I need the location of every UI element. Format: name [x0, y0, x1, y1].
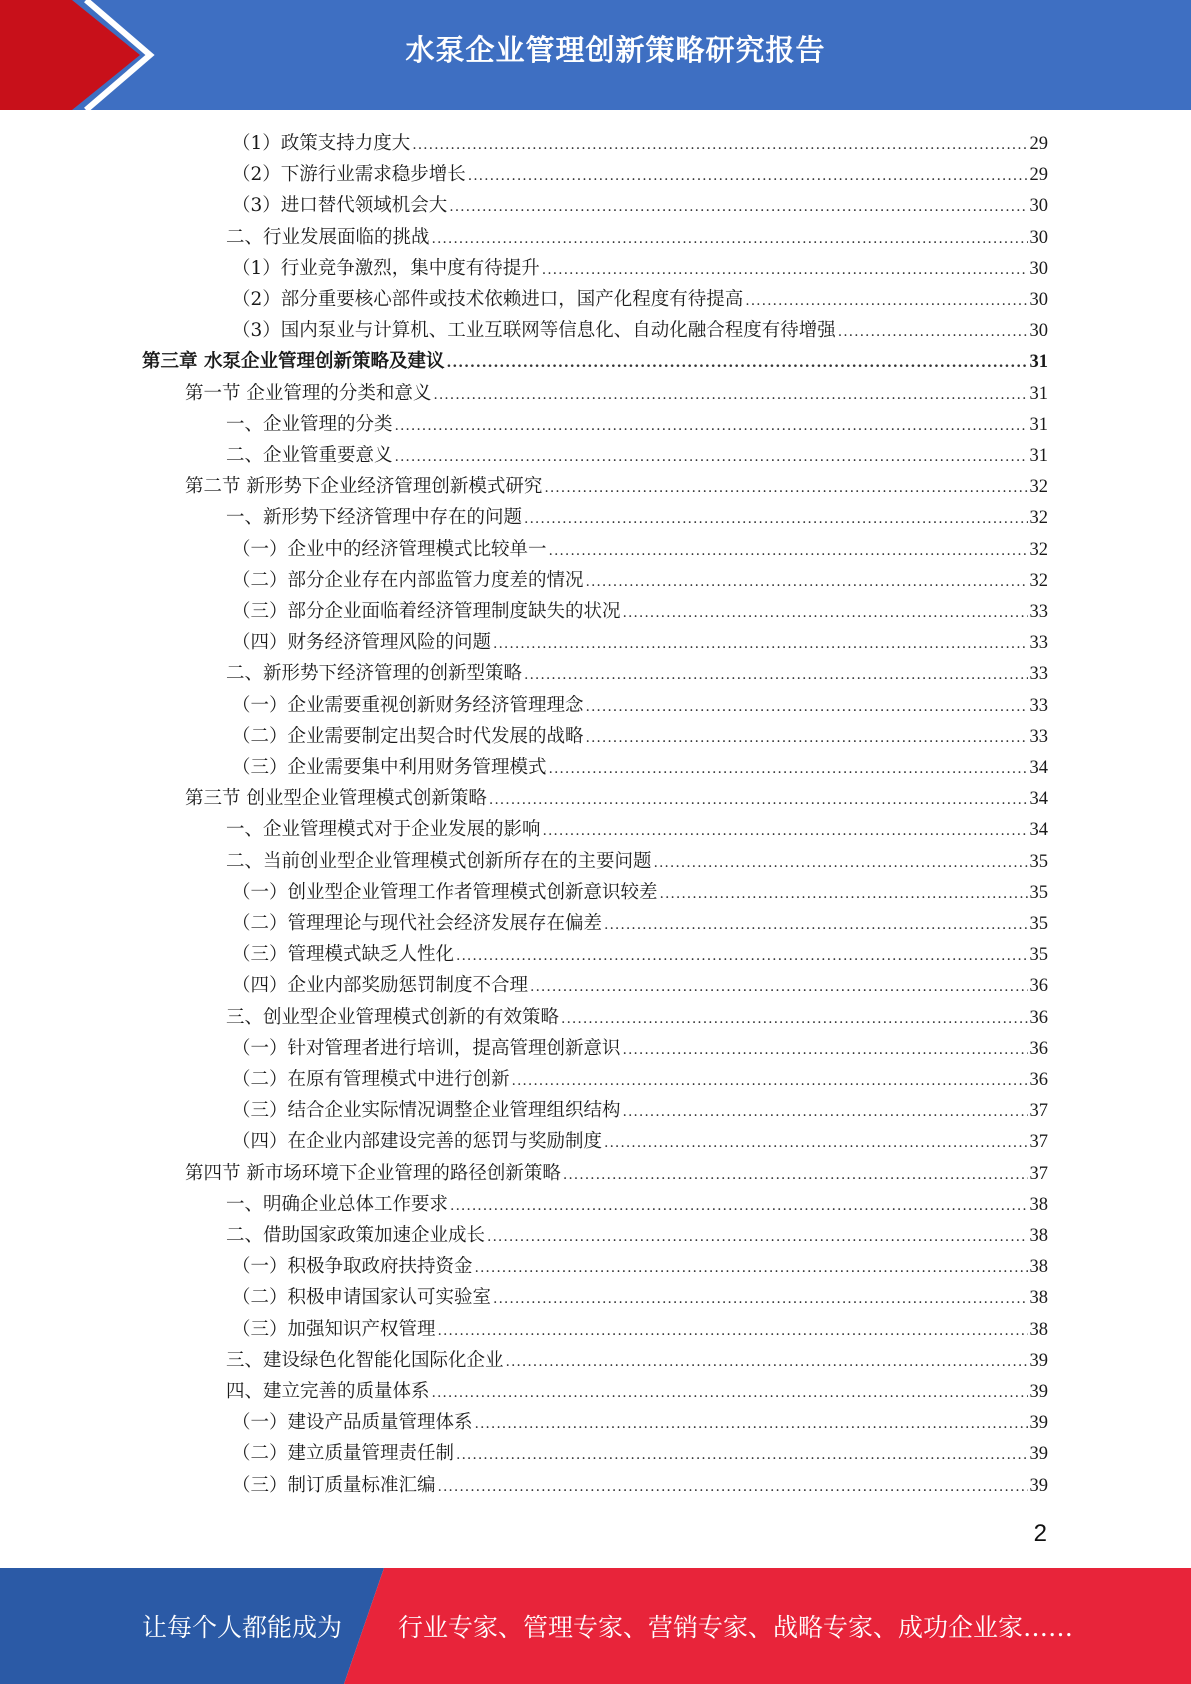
toc-entry[interactable]: [232, 190, 1048, 221]
toc-entry-page: 39: [1029, 1413, 1048, 1434]
toc-entry-label: （三）部分企业面临着经济管理制度缺失的状况: [232, 601, 621, 622]
toc-entry-label: （四）企业内部奖励惩罚制度不合理: [232, 975, 529, 997]
toc-entry[interactable]: [226, 409, 1048, 440]
toc-leader-dots: [449, 192, 1027, 223]
toc-leader-dots: [468, 161, 1028, 192]
toc-leader-dots: [660, 879, 1028, 910]
toc-leader-dots: [623, 598, 1028, 629]
toc-entry[interactable]: [226, 1376, 1048, 1407]
toc-entry[interactable]: [232, 1033, 1048, 1064]
toc-entry-page: 30: [1029, 321, 1048, 342]
toc-entry-label: （二）管理理论与现代社会经济发展存在偏差: [232, 913, 603, 934]
toc-entry[interactable]: [232, 1126, 1048, 1157]
toc-leader-dots: [438, 1472, 1028, 1503]
toc-entry-page: 31: [1029, 352, 1048, 373]
toc-entry-page: 37: [1029, 1132, 1048, 1153]
toc-leader-dots: [838, 317, 1028, 348]
toc-leader-dots: [446, 348, 1027, 379]
toc-leader-dots: [623, 1097, 1028, 1128]
toc-entry[interactable]: [232, 1282, 1048, 1313]
toc-entry-label: （三）结合企业实际情况调整企业管理组织结构: [232, 1100, 621, 1122]
toc-leader-dots: [549, 536, 1028, 567]
toc-entry-label: （一）建设产品质量管理体系: [232, 1412, 473, 1434]
toc-entry-page: 39: [1029, 1475, 1048, 1496]
toc-entry-page: 36: [1029, 976, 1048, 997]
toc-entry[interactable]: [232, 1470, 1048, 1501]
toc-entry-label: （2）下游行业需求稳步增长: [232, 164, 466, 186]
toc-entry-page: 29: [1029, 165, 1048, 186]
toc-entry[interactable]: [232, 565, 1048, 596]
toc-entry-label: （二）建立质量管理责任制: [232, 1443, 455, 1465]
toc-entry-page: 30: [1029, 290, 1048, 310]
toc-entry-label: （一）企业需要重视创新财务经济管理理念: [232, 694, 584, 716]
toc-entry-label: 一、明确企业总体工作要求: [226, 1193, 449, 1215]
toc-leader-dots: [438, 1316, 1028, 1347]
toc-entry[interactable]: [226, 502, 1048, 533]
toc-entry-page: 39: [1029, 1444, 1048, 1465]
page-number: 2: [1033, 1520, 1047, 1547]
toc-entry-page: 30: [1029, 227, 1048, 248]
toc-entry-label: （2）部分重要核心部件或技术依赖进口，国产化程度有待提高: [232, 289, 744, 310]
toc-entry-label: （二）部分企业存在内部监管力度差的情况: [232, 569, 584, 591]
toc-entry-page: 37: [1029, 1101, 1048, 1122]
toc-leader-dots: [544, 473, 1027, 504]
toc-entry[interactable]: [232, 690, 1048, 721]
toc-entry-page: 33: [1029, 633, 1048, 654]
toc-entry-page: 29: [1029, 134, 1048, 154]
toc-leader-dots: [654, 848, 1028, 879]
toc-leader-dots: [412, 130, 1027, 161]
toc-entry-page: 36: [1029, 1038, 1048, 1059]
toc-entry-page: 34: [1029, 820, 1048, 841]
toc-entry-label: 一、企业管理模式对于企业发展的影响: [226, 819, 541, 841]
toc-entry-label: （一）针对管理者进行培训，提高管理创新意识: [232, 1037, 621, 1059]
toc-entry-page: 31: [1029, 414, 1048, 435]
toc-entry-page: 30: [1029, 196, 1048, 217]
toc-entry[interactable]: [142, 346, 1048, 377]
toc-leader-dots: [623, 1035, 1028, 1066]
toc-leader-dots: [586, 692, 1028, 723]
toc-entry-label: 第二节 新形势下企业经济管理创新模式研究: [185, 476, 543, 498]
toc-entry[interactable]: [226, 1189, 1048, 1220]
toc-entry-page: 33: [1029, 726, 1048, 747]
toc-leader-dots: [456, 1440, 1027, 1471]
toc-entry-label: 二、新形势下经济管理的创新型策略: [226, 663, 523, 685]
toc-entry-label: （二）企业需要制定出契合时代发展的战略: [232, 725, 584, 747]
toc-entry-label: 第一节 企业管理的分类和意义: [185, 382, 432, 404]
toc-entry[interactable]: [226, 222, 1048, 253]
toc-entry[interactable]: [232, 159, 1048, 190]
toc-entry-page: 38: [1029, 1194, 1048, 1215]
toc-entry-label: 第三章 水泵企业管理创新策略及建议: [142, 351, 445, 373]
toc-entry-label: （三）加强知识产权管理: [232, 1318, 436, 1340]
toc-entry[interactable]: [226, 440, 1048, 471]
toc-leader-dots: [530, 972, 1027, 1003]
toc-entry-label: 二、当前创业型企业管理模式创新所存在的主要问题: [226, 850, 652, 872]
toc-entry[interactable]: [232, 253, 1048, 284]
toc-entry[interactable]: [226, 658, 1048, 689]
toc-entry[interactable]: [232, 752, 1048, 783]
toc-entry[interactable]: [226, 814, 1048, 845]
toc-entry[interactable]: [185, 783, 1048, 814]
toc-entry-page: 36: [1029, 1070, 1048, 1090]
toc-entry[interactable]: [232, 534, 1048, 565]
toc-entry-label: （四）在企业内部建设完善的惩罚与奖励制度: [232, 1131, 603, 1153]
toc-entry-label: （3）进口替代领域机会大: [232, 195, 448, 217]
toc-entry-label: （三）企业需要集中利用财务管理模式: [232, 757, 547, 778]
toc-entry[interactable]: [226, 1002, 1048, 1033]
toc-entry-page: 31: [1029, 383, 1048, 404]
toc-entry-page: 38: [1029, 1257, 1048, 1278]
toc-leader-dots: [524, 504, 1027, 535]
toc-entry-page: 37: [1029, 1163, 1048, 1184]
toc-entry-label: 三、创业型企业管理模式创新的有效策略: [226, 1006, 560, 1028]
toc-entry-page: 32: [1029, 570, 1048, 591]
toc-entry[interactable]: [226, 1345, 1048, 1376]
toc-entry[interactable]: [232, 1095, 1048, 1126]
toc-entry[interactable]: [232, 315, 1048, 346]
toc-entry-page: 35: [1029, 851, 1048, 872]
toc-entry-page: 31: [1029, 446, 1048, 466]
toc-entry-page: 38: [1029, 1319, 1048, 1340]
toc-entry-page: 30: [1029, 258, 1048, 279]
toc-entry-label: （四）财务经济管理风险的问题: [232, 632, 492, 654]
toc-entry[interactable]: [232, 1064, 1048, 1095]
toc-entry-label: （一）企业中的经济管理模式比较单一: [232, 538, 547, 560]
toc-leader-dots: [432, 224, 1028, 255]
toc-entry[interactable]: [232, 970, 1048, 1001]
report-title: 水泵企业管理创新策略研究报告: [405, 33, 826, 67]
toc-entry-label: （二）在原有管理模式中进行创新: [232, 1069, 510, 1090]
toc-entry[interactable]: [232, 939, 1048, 970]
page-footer: [0, 1568, 1191, 1684]
toc-leader-dots: [456, 941, 1027, 972]
toc-entry-label: 二、借助国家政策加速企业成长: [226, 1225, 486, 1246]
toc-leader-dots: [561, 1004, 1027, 1035]
toc-entry[interactable]: [185, 378, 1048, 409]
toc-entry-page: 38: [1029, 1226, 1048, 1246]
toc-entry-label: （三）制订质量标准汇编: [232, 1474, 436, 1496]
toc-leader-dots: [489, 785, 1028, 816]
toc-entry-label: （1）行业竞争激烈，集中度有待提升: [232, 257, 540, 279]
toc-entry-page: 36: [1029, 1007, 1048, 1028]
toc-entry-label: （一）积极争取政府扶持资金: [232, 1256, 473, 1278]
toc-entry-label: 二、行业发展面临的挑战: [226, 226, 430, 248]
toc-leader-dots: [549, 754, 1028, 785]
toc-leader-dots: [475, 1409, 1028, 1440]
toc-entry-label: （3）国内泵业与计算机、工业互联网等信息化、自动化融合程度有待增强: [232, 320, 836, 342]
toc-leader-dots: [493, 629, 1027, 660]
toc-leader-dots: [506, 1347, 1028, 1378]
toc-entry[interactable]: [232, 1314, 1048, 1345]
toc-leader-dots: [604, 910, 1027, 941]
toc-entry-page: 33: [1029, 602, 1048, 622]
toc-entry-label: 一、企业管理的分类: [226, 413, 393, 435]
toc-leader-dots: [745, 286, 1027, 317]
toc-entry[interactable]: [232, 1407, 1048, 1438]
toc-entry-label: 第三节 创业型企业管理模式创新策略: [185, 788, 487, 810]
toc-leader-dots: [543, 816, 1028, 847]
toc-entry-page: 33: [1029, 664, 1048, 685]
toc-leader-dots: [563, 1160, 1028, 1191]
toc-entry[interactable]: [232, 721, 1048, 752]
toc-leader-dots: [475, 1253, 1028, 1284]
toc-entry-page: 39: [1029, 1350, 1048, 1371]
toc-entry[interactable]: [185, 471, 1048, 502]
page-header: [0, 0, 1191, 110]
toc-entry-label: 第四节 新市场环境下企业管理的路径创新策略: [185, 1162, 561, 1184]
toc-entry[interactable]: [232, 877, 1048, 908]
toc-entry-page: 32: [1029, 477, 1048, 498]
toc-entry-page: 35: [1029, 882, 1048, 903]
footer-slogan-right: 行业专家、管理专家、营销专家、战略专家、成功企业家……: [398, 1613, 1074, 1642]
toc-entry-label: 四、建立完善的质量体系: [226, 1381, 430, 1402]
toc-leader-dots: [512, 1066, 1028, 1097]
toc-entry-label: （1）政策支持力度大: [232, 133, 411, 154]
toc-entry-label: （一）创业型企业管理工作者管理模式创新意识较差: [232, 881, 658, 903]
toc-entry-label: （三）管理模式缺乏人性化: [232, 944, 455, 966]
toc-entry[interactable]: [232, 1438, 1048, 1469]
toc-entry-label: 三、建设绿色化智能化国际化企业: [226, 1349, 504, 1371]
toc-entry-page: 38: [1029, 1288, 1048, 1309]
toc-leader-dots: [450, 1191, 1027, 1222]
toc-entry-label: 一、新形势下经济管理中存在的问题: [226, 507, 523, 529]
toc-entry-page: 39: [1029, 1382, 1048, 1402]
toc-entry[interactable]: [185, 1158, 1048, 1189]
toc-entry[interactable]: [226, 1220, 1048, 1251]
toc-leader-dots: [395, 442, 1028, 473]
toc-entry-page: 33: [1029, 695, 1048, 716]
toc-entry[interactable]: [232, 627, 1048, 658]
toc-entry-page: 32: [1029, 508, 1048, 529]
toc-leader-dots: [432, 1378, 1028, 1409]
toc-entry-label: （二）积极申请国家认可实验室: [232, 1287, 492, 1309]
toc-leader-dots: [487, 1222, 1027, 1253]
toc-leader-dots: [586, 567, 1028, 598]
toc-leader-dots: [524, 660, 1027, 691]
toc-entry-page: 32: [1029, 539, 1048, 560]
toc-leader-dots: [586, 723, 1028, 754]
toc-entry-page: 34: [1029, 758, 1048, 778]
toc-entry[interactable]: [226, 846, 1048, 877]
toc-leader-dots: [542, 255, 1028, 286]
toc-entry-page: 35: [1029, 914, 1048, 934]
toc-leader-dots: [493, 1284, 1027, 1315]
toc-entry[interactable]: [232, 1251, 1048, 1282]
toc-entry-page: 34: [1029, 789, 1048, 810]
toc-entry[interactable]: [232, 908, 1048, 939]
toc-leader-dots: [395, 411, 1028, 442]
toc-leader-dots: [604, 1128, 1027, 1159]
footer-slogan-left: 让每个人都能成为: [142, 1613, 343, 1642]
toc-leader-dots: [433, 380, 1027, 411]
toc-entry[interactable]: [232, 128, 1048, 159]
toc-entry[interactable]: [232, 284, 1048, 315]
toc-entry-page: 35: [1029, 945, 1048, 966]
toc-entry[interactable]: [232, 596, 1048, 627]
toc-entry-label: 二、企业管重要意义: [226, 445, 393, 466]
